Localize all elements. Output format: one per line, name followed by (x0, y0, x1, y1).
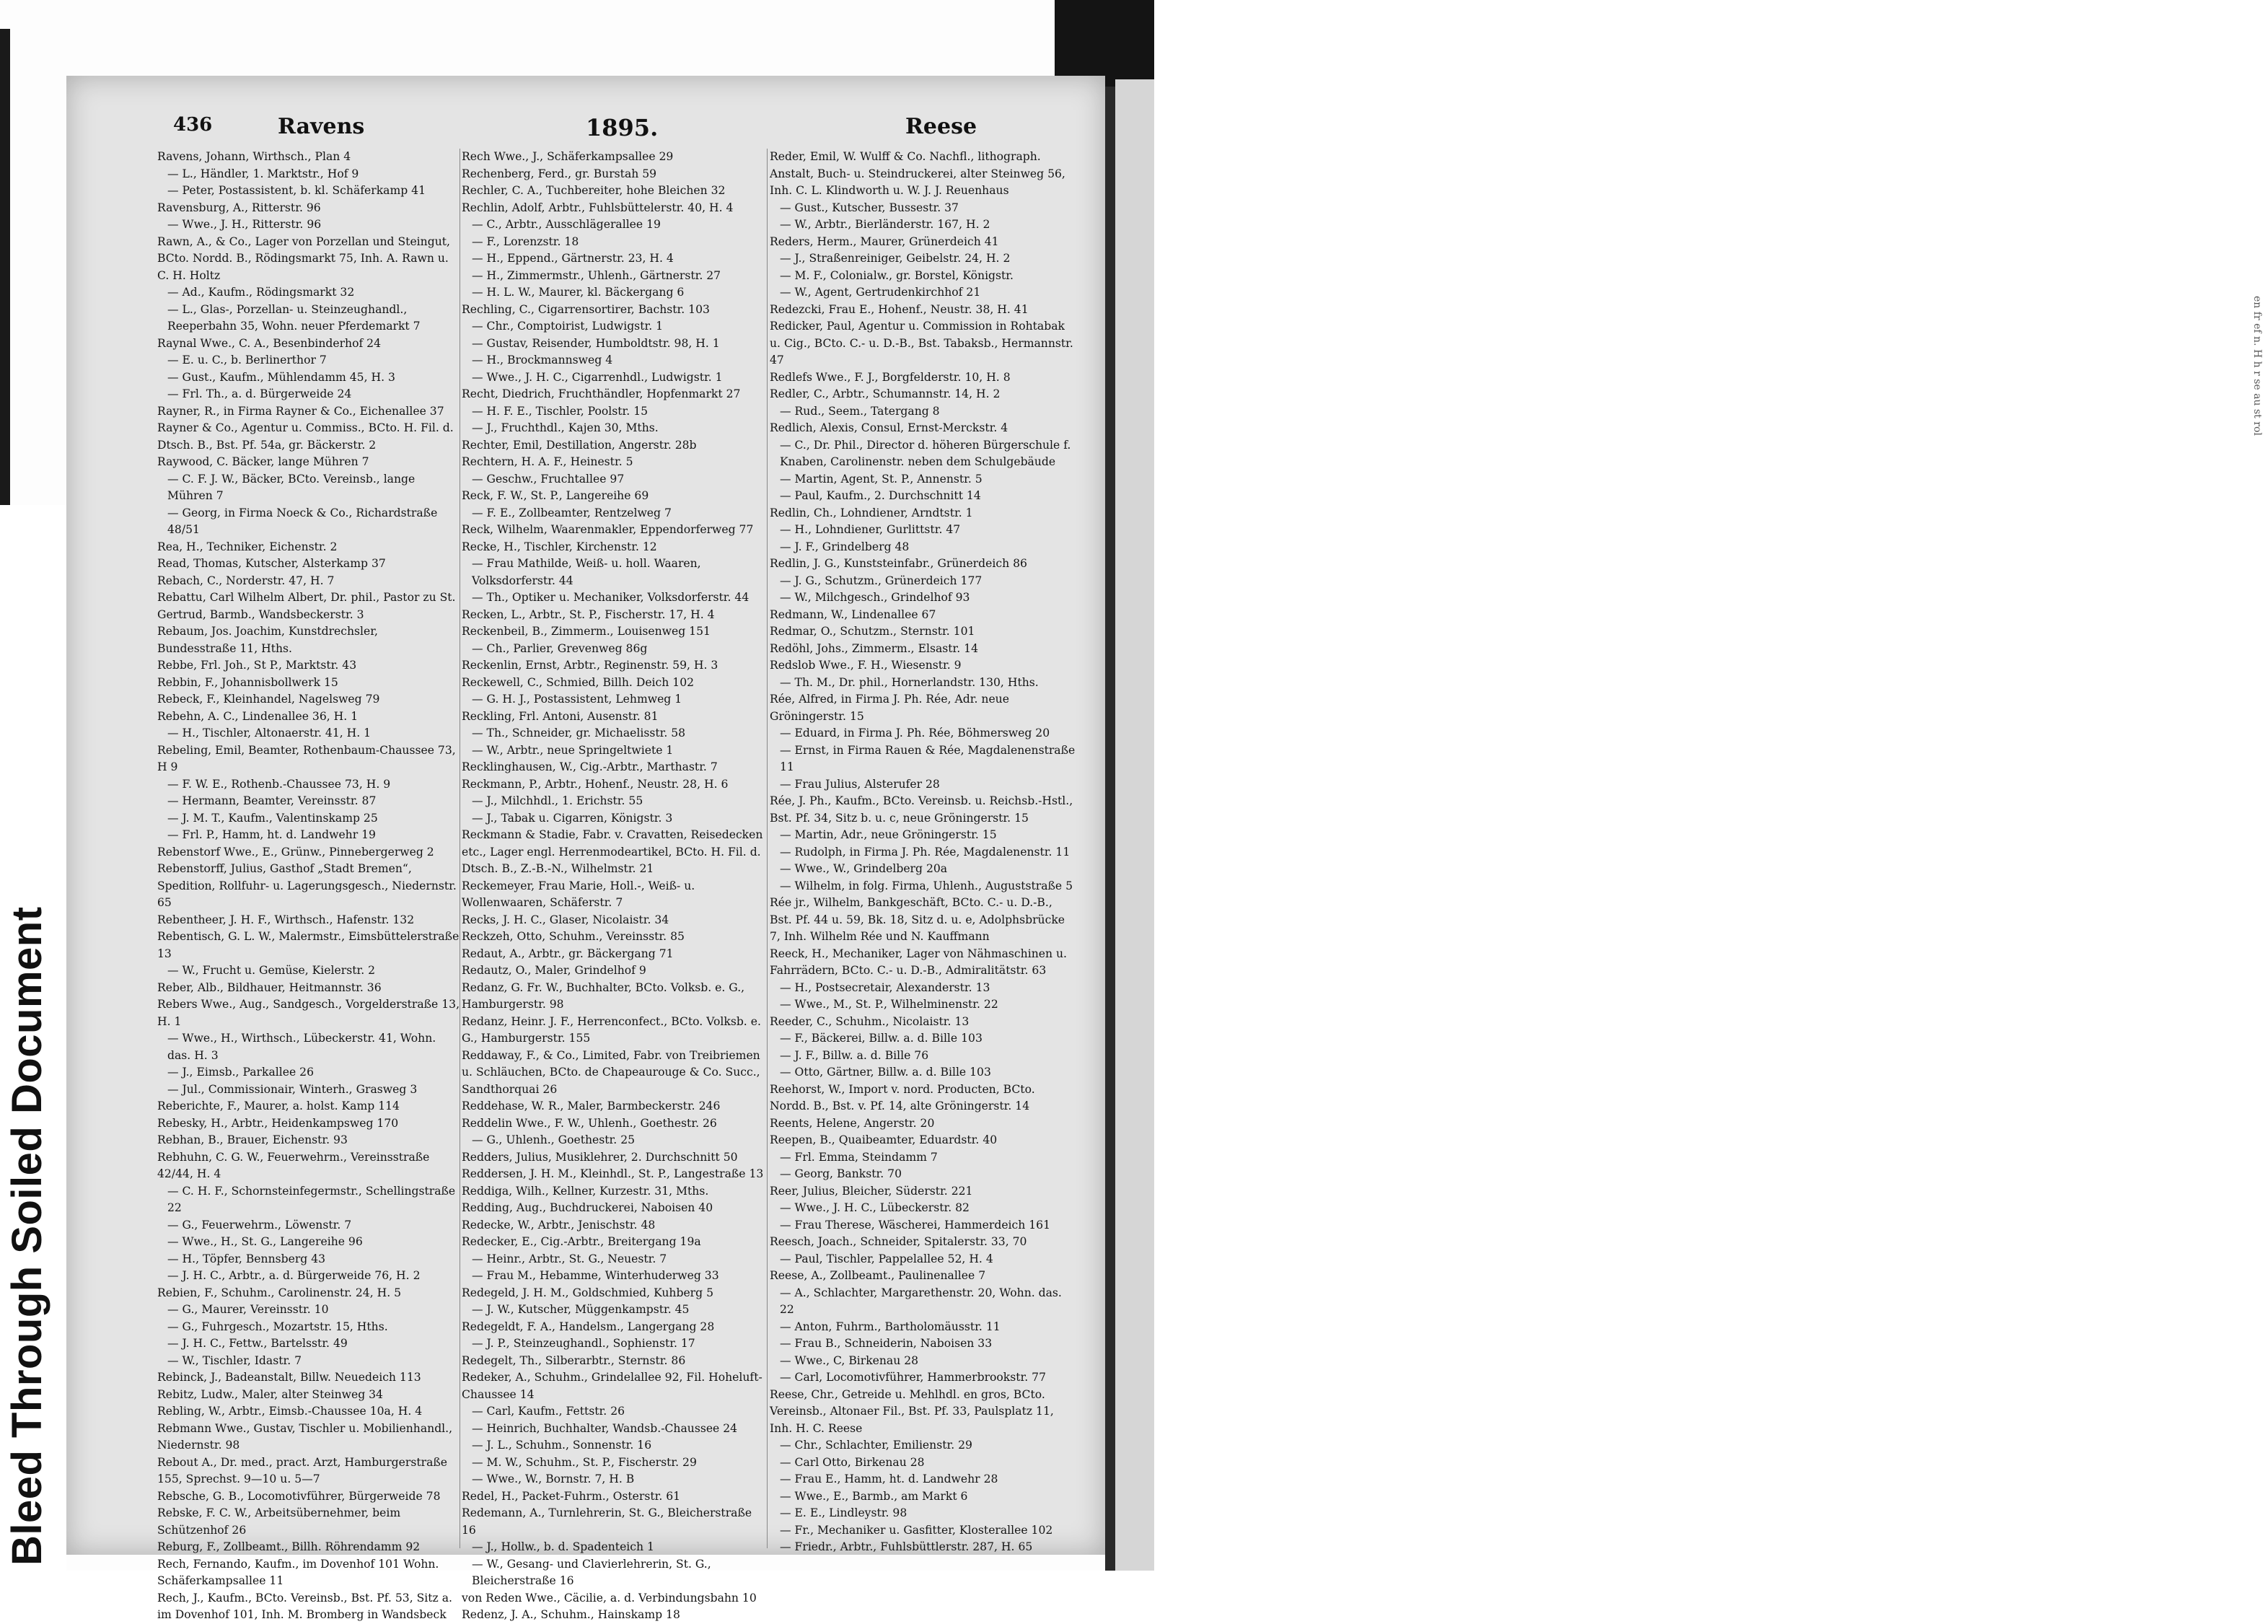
header-left-keyword: Ravens (278, 114, 365, 139)
directory-entry: — Frau Mathilde, Weiß- u. holl. Waaren, Volksdorferstr. 44 (472, 557, 701, 587)
directory-entry: Ravensburg, A., Ritterstr. 96 (157, 201, 321, 214)
directory-entry: — W., Gesang- und Clavierlehrerin, St. G., Bleicherstraße 16 (472, 1557, 711, 1587)
directory-entry: — H. L. W., Maurer, kl. Bäckergang 6 (472, 286, 685, 299)
column-left (157, 149, 460, 1621)
directory-entry: Rebsche, G. B., Locomotivführer, Bürgerweide 78 (157, 1489, 441, 1503)
directory-entry: — J. L., Schuhm., Sonnenstr. 16 (472, 1439, 652, 1452)
directory-entry: — Peter, Postassistent, b. kl. Schäferkamp 41 (167, 184, 426, 197)
directory-entry: — Wwe., E., Barmb., am Markt 6 (780, 1489, 968, 1503)
adjacent-page-fragment: au (2251, 393, 2263, 409)
directory-entry: — J., Hollw., b. d. Spadenteich 1 (472, 1540, 654, 1553)
directory-entry: — G., Feuerwehrm., Löwenstr. 7 (167, 1218, 352, 1232)
directory-entry: — Wwe., W., Bornstr. 7, H. B (472, 1472, 635, 1485)
directory-entry: — F., Bäckerei, Billw. a. d. Bille 103 (780, 1032, 983, 1045)
directory-entry: Rebenstorf Wwe., E., Grünw., Pinnebergerweg 2 (157, 845, 434, 859)
directory-entry: Reckmann & Stadie, Fabr. v. Cravatten, Reisedecken etc., Lager engl. Herrenmodeartikel, BCto. H. Fil. d. Dtsch. B., Z.-B.-N., Wilhelmstr. 21 (462, 828, 763, 875)
directory-entry: Rée, Alfred, in Firma J. Ph. Rée, Adr. neue Gröningerstr. 15 (770, 693, 1009, 723)
directory-entry: — Fr., Mechaniker u. Gasfitter, Klosterallee 102 (780, 1523, 1053, 1537)
directory-entry: — H., Tischler, Altonaerstr. 41, H. 1 (167, 727, 372, 739)
directory-entry: Rebmann Wwe., Gustav, Tischler u. Mobilienhandl., Niedernstr. 98 (157, 1421, 453, 1452)
directory-entry: — H., Postsecretair, Alexanderstr. 13 (780, 980, 990, 994)
directory-entry: — W., Frucht u. Gemüse, Kielerstr. 2 (167, 964, 376, 977)
directory-entry: Rawn, A., & Co., Lager von Porzellan und Steingut, BCto. Nordd. B., Rödingsmarkt 75, Inh. A. Rawn u. C. H. Holtz (157, 234, 450, 282)
column-right (770, 149, 1076, 1553)
directory-entry: Redanz, G. Fr. W., Buchhalter, BCto. Volksb. e. G., Hamburgerstr. 98 (462, 980, 745, 1011)
directory-entry: — C., Dr. Phil., Director d. höheren Bürgerschule f. Knaben, Carolinenstr. neben dem Schulgebäude (780, 438, 1071, 468)
directory-entry: Reepen, B., Quaibeamter, Eduardstr. 40 (770, 1133, 998, 1146)
directory-entry: Reders, Herm., Maurer, Grünerdeich 41 (770, 234, 999, 248)
directory-entry: Rée jr., Wilhelm, Bankgeschäft, BCto. C.- u. D.-B., Bst. Pf. 44 u. 59, Bk. 18, Sitz d. u. e, Adolphsbrücke 7, Inh. Wilhelm Rée und N. Kauffmann (770, 896, 1065, 943)
directory-entry: Reder, Emil, W. Wulff & Co. Nachfl., lithograph. Anstalt, Buch- u. Steindruckerei, alter Steinweg 56, Inh. C. L. Klindworth u. W. J. J. Reuenhaus (770, 150, 1065, 197)
directory-entry: Reeck, H., Mechaniker, Lager von Nähmaschinen u. Fahrrädern, BCto. C.- u. D.-B., Admiralitätstr. 63 (770, 947, 1067, 977)
directory-entry: — J. H. C., Fettw., Bartelsstr. 49 (167, 1337, 348, 1350)
directory-entry: Rebentisch, G. L. W., Malermstr., Eimsbüttelerstraße 13 (157, 930, 460, 960)
directory-entry: Rebach, C., Norderstr. 47, H. 7 (157, 574, 335, 587)
directory-entry: — J. G., Schutzm., Grünerdeich 177 (780, 574, 983, 587)
directory-entry: — Heinr., Arbtr., St. G., Neuestr. 7 (472, 1252, 667, 1265)
adjacent-page-fragment: r (2251, 371, 2263, 379)
directory-entry: Rechlin, Adolf, Arbtr., Fuhlsbüttelerstr. 40, H. 4 (462, 201, 734, 214)
directory-entry: — Rudolph, in Firma J. Ph. Rée, Magdalenenstr. 11 (780, 845, 1071, 859)
directory-entry: Rebinck, J., Badeanstalt, Billw. Neuedeich 113 (157, 1371, 421, 1384)
directory-entry: — Frl. Emma, Steindamm 7 (780, 1150, 938, 1164)
directory-entry: — Wwe., J. H., Ritterstr. 96 (167, 218, 322, 231)
directory-entry: Reer, Julius, Bleicher, Süderstr. 221 (770, 1184, 973, 1198)
directory-entry: Recht, Diedrich, Fruchthändler, Hopfenmarkt 27 (462, 387, 741, 400)
directory-entry: Redler, C., Arbtr., Schumannstr. 14, H. 2 (770, 387, 1001, 400)
directory-entry: Redmann, W., Lindenallee 67 (770, 607, 936, 621)
directory-entry: — Georg, Bankstr. 70 (780, 1167, 902, 1180)
directory-entry: — Eduard, in Firma J. Ph. Rée, Böhmersweg 20 (780, 727, 1050, 739)
directory-entry: Reddelin Wwe., F. W., Uhlenh., Goethestr. 26 (462, 1116, 717, 1130)
adjacent-page-fragment: rol (2251, 421, 2263, 436)
directory-entry: — J. W., Kutscher, Müggenkampstr. 45 (472, 1303, 690, 1316)
directory-entry: Rea, H., Techniker, Eichenstr. 2 (157, 540, 338, 553)
directory-entry: Reckemeyer, Frau Marie, Holl.-, Weiß- u. Wollenwaaren, Schäferstr. 7 (462, 879, 695, 909)
directory-entry: Read, Thomas, Kutscher, Alsterkamp 37 (157, 557, 386, 570)
directory-entry: — Th., Schneider, gr. Michaelisstr. 58 (472, 727, 686, 739)
directory-entry: Rayner & Co., Agentur u. Commiss., BCto. H. Fil. d. Dtsch. B., Bst. Pf. 54a, gr. Bäckerstr. 2 (157, 421, 454, 452)
directory-entry: Reddiga, Wilh., Kellner, Kurzestr. 31, Mths. (462, 1184, 709, 1198)
directory-entry: — L., Händler, 1. Marktstr., Hof 9 (167, 167, 359, 180)
directory-entry: Reddehase, W. R., Maler, Barmbeckerstr. 246 (462, 1100, 721, 1112)
directory-entry: Ravens, Johann, Wirthsch., Plan 4 (157, 150, 351, 163)
adjacent-page-fragment: ef (2251, 323, 2263, 337)
directory-entry: — Paul, Kaufm., 2. Durchschnitt 14 (780, 489, 981, 502)
directory-entry: — Martin, Adr., neue Gröningerstr. 15 (780, 828, 997, 841)
directory-entry: Recks, J. H. C., Glaser, Nicolaistr. 34 (462, 913, 669, 926)
directory-entry: — J. H. C., Arbtr., a. d. Bürgerweide 76, H. 2 (167, 1269, 421, 1282)
directory-entry: — H. F. E., Tischler, Poolstr. 15 (472, 404, 649, 418)
directory-entry: Rebaum, Jos. Joachim, Kunstdrechsler, Bundesstraße 11, Hths. (157, 625, 378, 655)
directory-entry: Redecke, W., Arbtr., Jenischstr. 48 (462, 1218, 656, 1232)
directory-entry: — Jul., Commissionair, Winterh., Grasweg 3 (167, 1082, 418, 1096)
directory-entry: Reckenbeil, B., Zimmerm., Louisenweg 151 (462, 625, 711, 638)
directory-entry: Reese, A., Zollbeamt., Paulinenallee 7 (770, 1269, 986, 1282)
directory-entry: Rebeck, F., Kleinhandel, Nagelsweg 79 (157, 693, 380, 706)
directory-entry: Rebhuhn, C. G. W., Feuerwehrm., Vereinsstraße 42/44, H. 4 (157, 1150, 430, 1180)
directory-entry: — Paul, Tischler, Pappelallee 52, H. 4 (780, 1252, 993, 1265)
adjacent-page-fragment: en (2251, 296, 2263, 312)
directory-entry: Redegelt, Th., Silberarbtr., Sternstr. 86 (462, 1353, 686, 1367)
directory-entry: Redaut, A., Arbtr., gr. Bäckergang 71 (462, 947, 674, 960)
directory-entry: — C. H. F., Schornsteinfegermstr., Schellingstraße 22 (167, 1184, 456, 1214)
directory-entry: — Frl. Th., a. d. Bürgerweide 24 (167, 387, 352, 400)
directory-entry: — J. F., Grindelberg 48 (780, 540, 910, 553)
directory-entry: — G., Maurer, Vereinsstr. 10 (167, 1303, 329, 1316)
directory-entry: — H., Brockmannsweg 4 (472, 354, 613, 367)
directory-entry: — Wwe., H., St. G., Langereihe 96 (167, 1235, 363, 1248)
directory-entry: Redegeld, J. H. M., Goldschmied, Kuhberg 5 (462, 1286, 713, 1299)
directory-entry: — Gust., Kutscher, Bussestr. 37 (780, 201, 959, 214)
directory-entry: Rebske, F. C. W., Arbeitsübernehmer, beim Schützenhof 26 (157, 1506, 401, 1537)
directory-entry: Raynal Wwe., C. A., Besenbinderhof 24 (157, 336, 382, 350)
directory-entry: Redeker, A., Schuhm., Grindelallee 92, Fil. Hoheluft-Chaussee 14 (462, 1371, 762, 1401)
directory-entry: Rechter, Emil, Destillation, Angerstr. 28b (462, 438, 697, 452)
header-right-keyword: Reese (905, 114, 977, 139)
directory-entry: — F. E., Zollbeamter, Rentzelweg 7 (472, 506, 672, 519)
directory-entry: Rebout A., Dr. med., pract. Arzt, Hamburgerstraße 155, Sprechst. 9—10 u. 5—7 (157, 1455, 448, 1485)
directory-entry: — W., Tischler, Idastr. 7 (167, 1353, 302, 1367)
directory-entry: — F., Lorenzstr. 18 (472, 234, 579, 248)
directory-entry: Redslob Wwe., F. H., Wiesenstr. 9 (770, 659, 962, 672)
directory-entry: — Carl Otto, Birkenau 28 (780, 1455, 925, 1469)
directory-entry: Reckewell, C., Schmied, Billh. Deich 102 (462, 675, 695, 689)
directory-entry: Reddersen, J. H. M., Kleinhdl., St. P., Langestraße 13 (462, 1167, 764, 1180)
directory-entry: Redders, Julius, Musiklehrer, 2. Durchschnitt 50 (462, 1150, 738, 1164)
adjacent-page-fragments (2232, 296, 2268, 1594)
directory-entry: — W., Arbtr., neue Springeltwiete 1 (472, 743, 674, 757)
directory-entry: Rebitz, Ludw., Maler, alter Steinweg 34 (157, 1387, 383, 1401)
directory-entry: — Heinrich, Buchhalter, Wandsb.-Chaussee 24 (472, 1421, 738, 1435)
directory-entry: Redicker, Paul, Agentur u. Commission in Rohtabak u. Cig., BCto. C.- u. D.-B., Bst. Tabaksb., Hermannstr. 47 (770, 320, 1073, 367)
adjacent-page-fragment: n. (2251, 336, 2263, 349)
directory-entry: Recklinghausen, W., Cig.-Arbtr., Marthastr. 7 (462, 760, 718, 773)
directory-entry: Reese, Chr., Getreide u. Mehlhdl. en gros, BCto. Vereinsb., Altonaer Fil., Bst. Pf. 33, Paulsplatz 11, Inh. H. C. Reese (770, 1387, 1054, 1435)
directory-entry: Redanz, Heinr. J. F., Herrenconfect., BCto. Volksb. e. G., Hamburgerstr. 155 (462, 1014, 761, 1045)
directory-entry: Redlin, Ch., Lohndiener, Arndtstr. 1 (770, 506, 973, 519)
directory-entry: Reddaway, F., & Co., Limited, Fabr. von Treibriemen u. Schläuchen, BCto. de Chapeaurouge & Co. Succ., Sandthorquai 26 (462, 1048, 760, 1096)
directory-entry: — Carl, Locomotivführer, Hammerbrookstr. 77 (780, 1371, 1047, 1384)
adjacent-page-fragment: se (2251, 379, 2263, 394)
directory-entry: Redding, Aug., Buchdruckerei, Naboisen 40 (462, 1201, 713, 1214)
directory-entry: — A., Schlachter, Margarethenstr. 20, Wohn. das. 22 (780, 1286, 1062, 1316)
header-year: 1895. (586, 114, 659, 141)
directory-entry: Rechler, C. A., Tuchbereiter, hohe Bleichen 32 (462, 184, 726, 197)
directory-entry: — Frau B., Schneiderin, Naboisen 33 (780, 1337, 993, 1350)
directory-entry: Reck, Wilhelm, Waarenmakler, Eppendorferweg 77 (462, 523, 754, 536)
directory-entry: Redegeldt, F. A., Handelsm., Langergang 28 (462, 1320, 715, 1333)
directory-entry: — Anton, Fuhrm., Bartholomäusstr. 11 (780, 1320, 1001, 1333)
adjacent-page-fragment: st (2251, 408, 2263, 422)
directory-entry: — J., Straßenreiniger, Geibelstr. 24, H. 2 (780, 252, 1011, 265)
directory-entry: Reesch, Joach., Schneider, Spitalerstr. 33, 70 (770, 1235, 1027, 1248)
directory-entry: Rebien, F., Schuhm., Carolinenstr. 24, H. 5 (157, 1286, 402, 1299)
directory-entry: — Th. M., Dr. phil., Hornerlandstr. 130, Hths. (780, 675, 1039, 689)
directory-entry: — Frl. P., Hamm, ht. d. Landwehr 19 (167, 828, 376, 841)
directory-entry: Redel, H., Packet-Fuhrm., Osterstr. 61 (462, 1489, 681, 1503)
directory-entry: — Frau M., Hebamme, Winterhuderweg 33 (472, 1269, 719, 1282)
side-label-strip (0, 505, 66, 1571)
directory-entry: Rebbin, F., Johannisbollwerk 15 (157, 675, 338, 689)
directory-entry: Reckenlin, Ernst, Arbtr., Reginenstr. 59, H. 3 (462, 659, 718, 672)
directory-entry: — Carl, Kaufm., Fettstr. 26 (472, 1405, 625, 1418)
directory-entry: Redlich, Alexis, Consul, Ernst-Merckstr. 4 (770, 421, 1008, 434)
directory-entry: Rechling, C., Cigarrensortirer, Bachstr. 103 (462, 302, 710, 316)
directory-entry: Rech, J., Kaufm., BCto. Vereinsb., Bst. Pf. 53, Sitz a. im Dovenhof 101, Inh. M. Bromberg in Wandsbeck (157, 1591, 452, 1621)
directory-entry: — H., Lohndiener, Gurlittstr. 47 (780, 523, 961, 536)
directory-entry: — H., Zimmermstr., Uhlenh., Gärtnerstr. 27 (472, 268, 721, 282)
directory-entry: — Wwe., M., St. P., Wilhelminenstr. 22 (780, 998, 998, 1011)
directory-entry: — J. M. T., Kaufm., Valentinskamp 25 (167, 811, 378, 825)
adjacent-page-fragment: H (2251, 348, 2263, 361)
directory-entry: — Rud., Seem., Tatergang 8 (780, 404, 940, 418)
directory-entry: Reents, Helene, Angerstr. 20 (770, 1116, 935, 1130)
directory-entry: Reckmann, P., Arbtr., Hohenf., Neustr. 28, H. 6 (462, 777, 729, 791)
directory-entry: Rebentheer, J. H. F., Wirthsch., Hafenstr. 132 (157, 913, 415, 926)
directory-entry: Rebhan, B., Brauer, Eichenstr. 93 (157, 1133, 348, 1146)
directory-entry: — Gust., Kaufm., Mühlendamm 45, H. 3 (167, 370, 395, 384)
directory-entry: — Chr., Schlachter, Emilienstr. 29 (780, 1439, 972, 1452)
directory-entry: — Wwe., J. H. C., Lübeckerstr. 82 (780, 1201, 970, 1214)
column-middle (462, 149, 765, 1621)
directory-entry: — J., Milchhdl., 1. Erichstr. 55 (472, 794, 643, 807)
directory-entry: Rech, Fernando, Kaufm., im Dovenhof 101 Wohn. Schäferkampsallee 11 (157, 1557, 439, 1587)
directory-entry: — Hermann, Beamter, Vereinsstr. 87 (167, 794, 377, 807)
directory-entry: — J., Fruchthdl., Kajen 30, Mths. (472, 421, 659, 434)
directory-entry: — Ad., Kaufm., Rödingsmarkt 32 (167, 286, 355, 299)
directory-entry: Rechtern, H. A. F., Heinestr. 5 (462, 455, 633, 468)
directory-entry: Raywood, C. Bäcker, lange Mühren 7 (157, 455, 369, 468)
directory-entry: — M. W., Schuhm., St. P., Fischerstr. 29 (472, 1455, 697, 1469)
directory-entry: Rayner, R., in Firma Rayner & Co., Eichenallee 37 (157, 404, 444, 418)
directory-entry: — J., Eimsb., Parkallee 26 (167, 1066, 314, 1079)
directory-entry: — E. u. C., b. Berlinerthor 7 (167, 354, 327, 367)
directory-entry: — W., Milchgesch., Grindelhof 93 (780, 591, 970, 604)
directory-entry: Rebeling, Emil, Beamter, Rothenbaum-Chaussee 73, H 9 (157, 743, 456, 773)
page-number: 436 (173, 114, 213, 136)
directory-entry: — Ch., Parlier, Grevenweg 86g (472, 641, 648, 655)
directory-entry: — C. F. J. W., Bäcker, BCto. Vereinsb., lange Mühren 7 (167, 472, 416, 502)
directory-entry: Redmar, O., Schutzm., Sternstr. 101 (770, 625, 975, 638)
directory-entry: — Ernst, in Firma Rauen & Rée, Magdalenenstraße 11 (780, 743, 1076, 773)
directory-entry: — H., Töpfer, Bennsberg 43 (167, 1252, 326, 1265)
directory-entry: — Wilhelm, in folg. Firma, Uhlenh., Auguststraße 5 (780, 879, 1073, 892)
directory-entry: Reehorst, W., Import v. nord. Producten, BCto. Nordd. B., Bst. v. Pf. 14, alte Gröningerstr. 14 (770, 1082, 1035, 1112)
directory-entry: Rebesky, H., Arbtr., Heidenkampsweg 170 (157, 1116, 399, 1130)
directory-entry: Reckzeh, Otto, Schuhm., Vereinsstr. 85 (462, 930, 685, 943)
directory-entry: Rebbe, Frl. Joh., St P., Marktstr. 43 (157, 659, 357, 672)
side-label: Bleed Through Soiled Document (4, 906, 50, 1566)
directory-entry: Reber, Alb., Bildhauer, Heitmannstr. 36 (157, 980, 382, 994)
directory-entry: — Georg, in Firma Noeck & Co., Richardstraße 48/51 (167, 506, 438, 536)
directory-entry: Rée, J. Ph., Kaufm., BCto. Vereinsb. u. Reichsb.-Hstl., Bst. Pf. 34, Sitz b. u. c, neue Gröningerstr. 15 (770, 794, 1073, 825)
directory-entry: Rebehn, A. C., Lindenallee 36, H. 1 (157, 709, 359, 723)
directory-entry: — Frau Julius, Alsterufer 28 (780, 777, 940, 791)
directory-entry: — Wwe., C, Birkenau 28 (780, 1353, 919, 1367)
directory-entry: Rechenberg, Ferd., gr. Burstah 59 (462, 167, 657, 180)
directory-entry: — Wwe., H., Wirthsch., Lübeckerstr. 41, Wohn. das. H. 3 (167, 1032, 436, 1062)
directory-entry: — Wwe., W., Grindelberg 20a (780, 862, 948, 875)
directory-entry: — Frau Therese, Wäscherei, Hammerdeich 161 (780, 1218, 1051, 1232)
directory-entry: — Gustav, Reisender, Humboldtstr. 98, H. 1 (472, 336, 720, 350)
directory-entry: Redenz, J. A., Schuhm., Hainskamp 18 (462, 1608, 680, 1621)
directory-entry: Redezcki, Frau E., Hohenf., Neustr. 38, H. 41 (770, 302, 1029, 316)
directory-entry: — J. P., Steinzeughandl., Sophienstr. 17 (472, 1337, 695, 1350)
directory-entry: — L., Glas-, Porzellan- u. Steinzeughandl., Reeperbahn 35, Wohn. neuer Pferdemarkt 7 (167, 302, 421, 333)
adjacent-page-edge (1115, 79, 2263, 1571)
directory-entry: Redemann, A., Turnlehrerin, St. G., Bleicherstraße 16 (462, 1506, 752, 1537)
directory-entry: — J., Tabak u. Cigarren, Königstr. 3 (472, 811, 673, 825)
directory-entry: — G., Uhlenh., Goethestr. 25 (472, 1133, 636, 1146)
directory-entry: — Geschw., Fruchtallee 97 (472, 472, 625, 486)
directory-entry: Redautz, O., Maler, Grindelhof 9 (462, 964, 646, 977)
directory-entry: — Th., Optiker u. Mechaniker, Volksdorferstr. 44 (472, 591, 750, 604)
directory-entry: — H., Eppend., Gärtnerstr. 23, H. 4 (472, 252, 674, 265)
directory-entry: — G., Fuhrgesch., Mozartstr. 15, Hths. (167, 1320, 388, 1333)
directory-entry: Recke, H., Tischler, Kirchenstr. 12 (462, 540, 657, 553)
directory-entry: Reberichte, F., Maurer, a. holst. Kamp 114 (157, 1100, 400, 1112)
directory-entry: — Friedr., Arbtr., Fuhlsbüttlerstr. 287, H. 65 (780, 1540, 1033, 1553)
directory-entry: Redöhl, Johs., Zimmerm., Elsastr. 14 (770, 641, 979, 655)
directory-entry: — W., Arbtr., Bierländerstr. 167, H. 2 (780, 218, 990, 231)
directory-entry: Redlefs Wwe., F. J., Borgfelderstr. 10, H. 8 (770, 370, 1011, 384)
directory-entry: Reeder, C., Schuhm., Nicolaistr. 13 (770, 1014, 970, 1028)
directory-entry: Recken, L., Arbtr., St. P., Fischerstr. 17, H. 4 (462, 607, 715, 621)
directory-entry: Redecker, E., Cig.-Arbtr., Breitergang 19a (462, 1235, 701, 1248)
directory-entry: Reckling, Frl. Antoni, Ausenstr. 81 (462, 709, 659, 723)
directory-entry: — E. E., Lindleystr. 98 (780, 1506, 907, 1519)
directory-entry: Reburg, F., Zollbeamt., Billh. Röhrendamm 92 (157, 1540, 421, 1553)
directory-entry: Rebling, W., Arbtr., Eimsb.-Chaussee 10a, H. 4 (157, 1405, 423, 1418)
directory-entry: Reck, F. W., St. P., Langereihe 69 (462, 489, 649, 502)
directory-entry: — F. W. E., Rothenb.-Chaussee 73, H. 9 (167, 777, 391, 791)
directory-entry: — W., Agent, Gertrudenkirchhof 21 (780, 286, 981, 299)
directory-entry: — G. H. J., Postassistent, Lehmweg 1 (472, 693, 682, 706)
directory-entry: — M. F., Colonialw., gr. Borstel, Königstr. (780, 268, 1014, 282)
directory-entry: — Wwe., J. H. C., Cigarrenhdl., Ludwigstr. 1 (472, 370, 723, 384)
directory-entry: — Frau E., Hamm, ht. d. Landwehr 28 (780, 1472, 998, 1485)
directory-entry: — C., Arbtr., Ausschlägerallee 19 (472, 218, 661, 231)
directory-entry: — J. F., Billw. a. d. Bille 76 (780, 1048, 929, 1062)
adjacent-page-fragment: fr (2251, 311, 2263, 324)
column-rule-2 (767, 149, 768, 1548)
directory-entry: — Martin, Agent, St. P., Annenstr. 5 (780, 472, 983, 486)
directory-entry: Rebenstorff, Julius, Gasthof „Stadt Bremen“, Spedition, Rollfuhr- u. Lagerungsgesch., Niedernstr. 65 (157, 862, 457, 909)
directory-entry: Rebers Wwe., Aug., Sandgesch., Vorgelderstraße 13, H. 1 (157, 998, 460, 1028)
directory-entry: — Chr., Comptoirist, Ludwigstr. 1 (472, 320, 664, 333)
binding-gutter (1105, 87, 1115, 1571)
directory-entry: Rebattu, Carl Wilhelm Albert, Dr. phil., Pastor zu St. Gertrud, Barmb., Wandsbeckerstr. 3 (157, 591, 456, 621)
directory-entry: Redlin, J. G., Kunststeinfabr., Grünerdeich 86 (770, 557, 1027, 570)
directory-entry: von Reden Wwe., Cäcilie, a. d. Verbindungsbahn 10 (462, 1591, 757, 1605)
directory-entry: — Otto, Gärtner, Billw. a. d. Bille 103 (780, 1066, 991, 1079)
adjacent-page-fragment: h (2251, 361, 2263, 372)
directory-entry: Rech Wwe., J., Schäferkampsallee 29 (462, 150, 674, 163)
